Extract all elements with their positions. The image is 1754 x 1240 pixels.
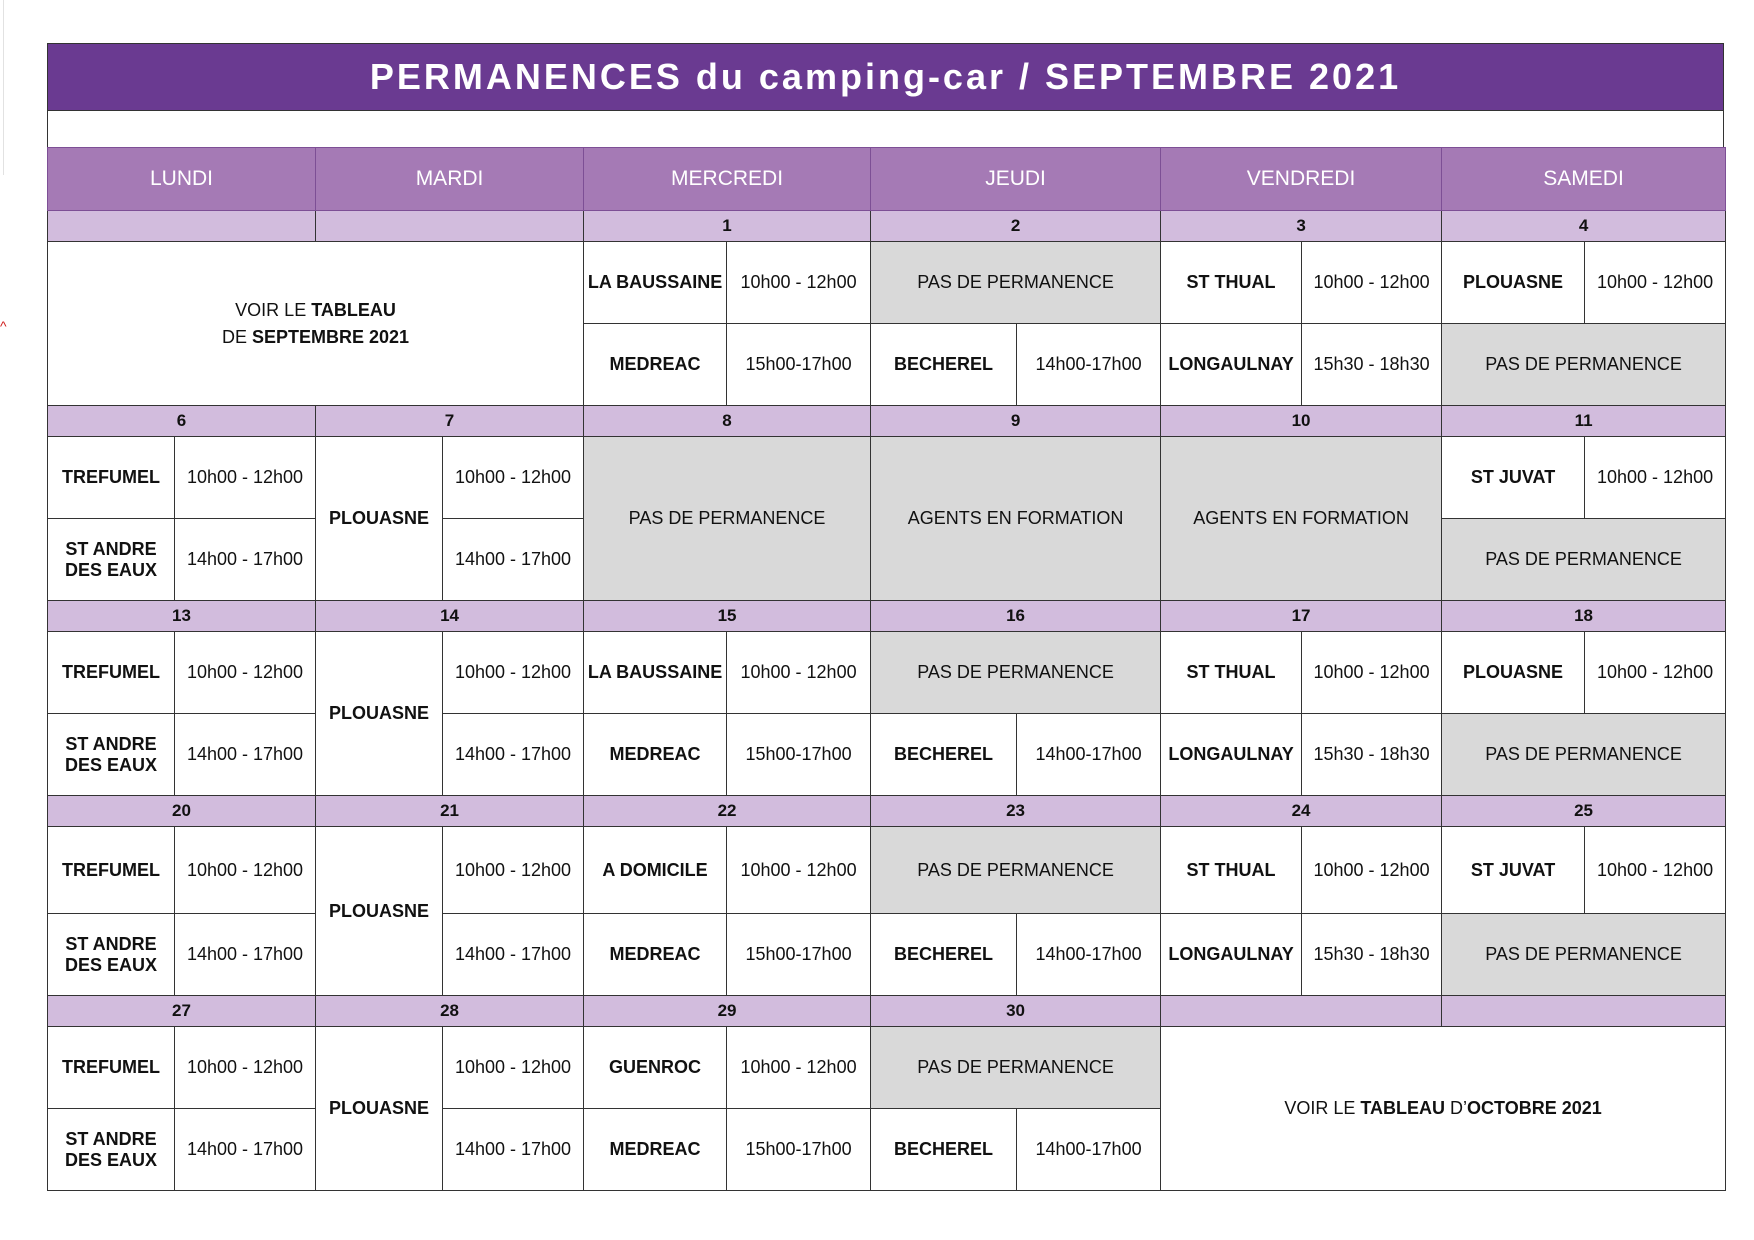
time-cell: 15h00-17h00: [727, 1109, 871, 1191]
date-cell: 15: [584, 601, 871, 632]
location-cell: MEDREAC: [584, 914, 727, 996]
no-duty-cell: PAS DE PERMANENCE: [871, 242, 1161, 324]
date-cell: 17: [1161, 601, 1442, 632]
date-row: [48, 406, 1726, 437]
day-header-thursday: JEUDI: [871, 148, 1161, 211]
date-cell-empty: [48, 211, 316, 242]
no-duty-cell: PAS DE PERMANENCE: [1442, 324, 1726, 406]
note-text-bold: SEPTEMBRE 2021: [251, 326, 410, 347]
no-duty-cell: PAS DE PERMANENCE: [871, 1027, 1161, 1109]
location-cell: TREFUMEL: [48, 1027, 175, 1109]
location-cell: BECHEREL: [871, 914, 1017, 996]
note-text: VOIR LE: [235, 300, 312, 321]
time-cell: 15h30 - 18h30: [1302, 714, 1442, 796]
date-cell: 18: [1442, 601, 1726, 632]
note-text: DE: [221, 326, 252, 347]
location-cell: ST ANDRE DES EAUX: [48, 519, 175, 601]
date-cell: 20: [48, 796, 316, 827]
location-cell: PLOUASNE: [1442, 632, 1585, 714]
note-text: VOIR LE: [1284, 1098, 1361, 1119]
time-cell: 14h00 - 17h00: [443, 714, 584, 796]
location-cell: LONGAULNAY: [1161, 914, 1302, 996]
time-cell: 15h00-17h00: [727, 914, 871, 996]
date-cell: 11: [1442, 406, 1726, 437]
date-cell: 1: [584, 211, 871, 242]
date-cell: 30: [871, 996, 1161, 1027]
location-cell: ST THUAL: [1161, 242, 1302, 324]
slot-row-morning: [48, 242, 1726, 324]
location-cell: ST JUVAT: [1442, 827, 1585, 914]
time-cell: 10h00 - 12h00: [1585, 827, 1726, 914]
location-cell: PLOUASNE: [316, 632, 443, 796]
no-duty-cell: PAS DE PERMANENCE: [1442, 914, 1726, 996]
location-cell: GUENROC: [584, 1027, 727, 1109]
time-cell: 10h00 - 12h00: [443, 827, 584, 914]
location-cell: TREFUMEL: [48, 632, 175, 714]
date-cell: 24: [1161, 796, 1442, 827]
note-text-bold: TABLEAU: [311, 300, 396, 321]
time-cell: 10h00 - 12h00: [1585, 437, 1726, 519]
time-cell: 15h00-17h00: [727, 714, 871, 796]
time-cell: 10h00 - 12h00: [727, 827, 871, 914]
date-cell: 10: [1161, 406, 1442, 437]
location-cell: PLOUASNE: [1442, 242, 1585, 324]
training-cell: AGENTS EN FORMATION: [1161, 437, 1442, 601]
date-row: [48, 601, 1726, 632]
time-cell: 10h00 - 12h00: [175, 632, 316, 714]
date-cell: 25: [1442, 796, 1726, 827]
date-cell: 16: [871, 601, 1161, 632]
location-cell: BECHEREL: [871, 324, 1017, 406]
time-cell: 14h00 - 17h00: [443, 1109, 584, 1191]
slot-row-afternoon: [48, 914, 1726, 996]
slot-row-morning: [48, 437, 1726, 519]
date-cell: 23: [871, 796, 1161, 827]
time-cell: 14h00-17h00: [1017, 914, 1161, 996]
location-cell: TREFUMEL: [48, 827, 175, 914]
time-cell: 10h00 - 12h00: [443, 632, 584, 714]
date-cell: 2: [871, 211, 1161, 242]
no-duty-cell: PAS DE PERMANENCE: [1442, 714, 1726, 796]
location-cell: LONGAULNAY: [1161, 324, 1302, 406]
time-cell: 10h00 - 12h00: [443, 437, 584, 519]
day-header-saturday: SAMEDI: [1442, 148, 1726, 211]
date-cell: 27: [48, 996, 316, 1027]
location-cell: PLOUASNE: [316, 437, 443, 601]
time-cell: 10h00 - 12h00: [1302, 242, 1442, 324]
time-cell: 15h30 - 18h30: [1302, 914, 1442, 996]
date-cell: 6: [48, 406, 316, 437]
time-cell: 10h00 - 12h00: [1585, 242, 1726, 324]
no-duty-cell: PAS DE PERMANENCE: [584, 437, 871, 601]
location-cell: ST ANDRE DES EAUX: [48, 914, 175, 996]
slot-row-morning: [48, 632, 1726, 714]
no-duty-cell: PAS DE PERMANENCE: [1442, 519, 1726, 601]
date-cell-empty: [1161, 996, 1442, 1027]
note-text-bold: OCTOBRE 2021: [1467, 1098, 1602, 1119]
date-cell: 29: [584, 996, 871, 1027]
time-cell: 14h00-17h00: [1017, 1109, 1161, 1191]
date-cell: 7: [316, 406, 584, 437]
location-cell: LA BAUSSAINE: [584, 632, 727, 714]
day-header-monday: LUNDI: [48, 148, 316, 211]
note-text-bold: TABLEAU: [1360, 1098, 1446, 1119]
date-cell: 13: [48, 601, 316, 632]
time-cell: 10h00 - 12h00: [175, 827, 316, 914]
note-text: D’: [1445, 1098, 1468, 1119]
location-cell: ST THUAL: [1161, 827, 1302, 914]
time-cell: 14h00-17h00: [1017, 324, 1161, 406]
day-header-friday: VENDREDI: [1161, 148, 1442, 211]
edge-mark: ^: [0, 318, 7, 334]
time-cell: 14h00 - 17h00: [175, 714, 316, 796]
date-row: [48, 211, 1726, 242]
location-cell: ST ANDRE DES EAUX: [48, 1109, 175, 1191]
date-cell: 4: [1442, 211, 1726, 242]
no-duty-cell: PAS DE PERMANENCE: [871, 827, 1161, 914]
time-cell: 10h00 - 12h00: [443, 1027, 584, 1109]
time-cell: 15h30 - 18h30: [1302, 324, 1442, 406]
date-cell: 3: [1161, 211, 1442, 242]
location-cell: MEDREAC: [584, 324, 727, 406]
date-cell: 14: [316, 601, 584, 632]
weekday-header-row: [48, 148, 1726, 211]
location-cell: LA BAUSSAINE: [584, 242, 727, 324]
location-cell: LONGAULNAY: [1161, 714, 1302, 796]
day-header-wednesday: MERCREDI: [584, 148, 871, 211]
location-cell: PLOUASNE: [316, 1027, 443, 1191]
location-cell: TREFUMEL: [48, 437, 175, 519]
time-cell: 10h00 - 12h00: [1585, 632, 1726, 714]
training-cell: AGENTS EN FORMATION: [871, 437, 1161, 601]
time-cell: 14h00 - 17h00: [175, 914, 316, 996]
see-previous-table-note: [48, 242, 584, 406]
date-cell: 21: [316, 796, 584, 827]
date-cell: 9: [871, 406, 1161, 437]
time-cell: 14h00 - 17h00: [443, 519, 584, 601]
page-title: PERMANENCES du camping-car / SEPTEMBRE 2021: [47, 43, 1724, 111]
time-cell: 14h00 - 17h00: [443, 914, 584, 996]
date-cell: 28: [316, 996, 584, 1027]
slot-row-morning: [48, 1027, 1726, 1109]
date-cell: 8: [584, 406, 871, 437]
time-cell: 10h00 - 12h00: [1302, 827, 1442, 914]
time-cell: 10h00 - 12h00: [727, 1027, 871, 1109]
date-cell: 22: [584, 796, 871, 827]
location-cell: MEDREAC: [584, 714, 727, 796]
time-cell: 10h00 - 12h00: [1302, 632, 1442, 714]
location-cell: PLOUASNE: [316, 827, 443, 996]
location-cell: A DOMICILE: [584, 827, 727, 914]
date-row: [48, 796, 1726, 827]
see-next-table-note: [1161, 1027, 1726, 1191]
schedule-table: [47, 147, 1726, 1191]
location-cell: ST THUAL: [1161, 632, 1302, 714]
slot-row-morning: [48, 827, 1726, 914]
time-cell: 14h00 - 17h00: [175, 1109, 316, 1191]
time-cell: 10h00 - 12h00: [727, 242, 871, 324]
day-header-tuesday: MARDI: [316, 148, 584, 211]
time-cell: 14h00-17h00: [1017, 714, 1161, 796]
page-edge-line: [0, 0, 4, 175]
location-cell: BECHEREL: [871, 1109, 1017, 1191]
time-cell: 15h00-17h00: [727, 324, 871, 406]
time-cell: 14h00 - 17h00: [175, 519, 316, 601]
time-cell: 10h00 - 12h00: [175, 1027, 316, 1109]
time-cell: 10h00 - 12h00: [727, 632, 871, 714]
slot-row-afternoon: [48, 714, 1726, 796]
date-cell-empty: [316, 211, 584, 242]
no-duty-cell: PAS DE PERMANENCE: [871, 632, 1161, 714]
title-spacer: [47, 111, 1724, 147]
location-cell: BECHEREL: [871, 714, 1017, 796]
date-cell-empty: [1442, 996, 1726, 1027]
location-cell: MEDREAC: [584, 1109, 727, 1191]
time-cell: 10h00 - 12h00: [175, 437, 316, 519]
date-row: [48, 996, 1726, 1027]
location-cell: ST JUVAT: [1442, 437, 1585, 519]
location-cell: ST ANDRE DES EAUX: [48, 714, 175, 796]
